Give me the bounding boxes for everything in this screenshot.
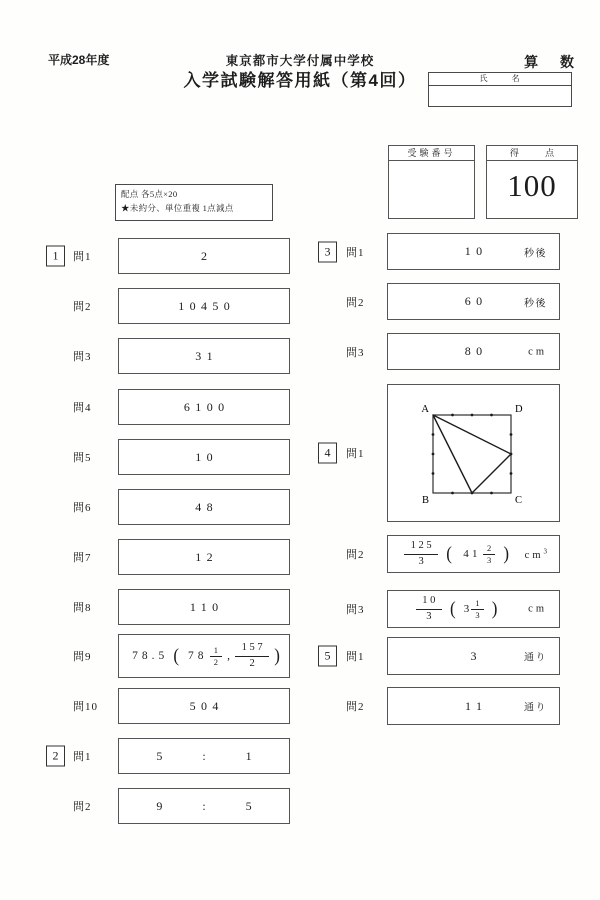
question-label: 問2 [346, 549, 365, 561]
answer-row-s1q7 [46, 539, 288, 575]
question-label: 問5 [73, 452, 92, 464]
answer-row-s4q3 [318, 590, 558, 628]
answer-box [118, 439, 290, 475]
open-paren: ( [173, 645, 180, 666]
question-label: 問2 [73, 301, 92, 313]
answer-value: 2 [200, 248, 213, 263]
fraction: $\frac{1}{3}$ [471, 599, 484, 620]
question-label: 問2 [73, 801, 92, 813]
question-label: 問1 [73, 251, 92, 263]
answer-box [387, 333, 560, 370]
answer-value: 110 [189, 599, 224, 614]
mixed-number: 78 $\frac{1}{2}$ [188, 644, 221, 667]
answer-value: 10450 [178, 298, 236, 313]
answer-box [118, 389, 290, 425]
answer-value: 80 [464, 344, 488, 358]
answer-value: 504 [189, 698, 224, 713]
square-figure [388, 384, 559, 522]
corner-label-a: A [421, 404, 429, 415]
name-box [428, 72, 572, 107]
answer-box [118, 539, 290, 575]
decimal-answer: 78.5 [132, 650, 169, 662]
answer-box [387, 233, 560, 270]
answer-unit: 秒後 [524, 248, 547, 259]
answer-row-s5q2 [318, 687, 558, 725]
open-paren: ( [446, 543, 452, 564]
answer-row-s1q9 [46, 634, 288, 678]
answer-row-s3q2 [318, 283, 558, 320]
question-label: 問1 [73, 751, 92, 763]
section-number-3: 3 [318, 241, 337, 262]
ratio-colon: : [202, 748, 206, 763]
section-number-2: 2 [46, 746, 65, 767]
triangle-answer [433, 415, 511, 493]
corner-label-d: D [515, 404, 523, 415]
subject-label: 算 数 [524, 54, 576, 70]
question-label: 問6 [73, 502, 92, 514]
section-number-4: 4 [318, 443, 337, 464]
answer-unit: cm [528, 346, 547, 357]
school-year: 平成28年度 [48, 53, 110, 67]
answer-value [404, 540, 543, 567]
answer-value [416, 595, 532, 622]
answer-value: 12 [195, 549, 219, 564]
answer-row-s1q6 [46, 489, 288, 525]
comma: , [227, 650, 230, 662]
page-title: 入学試験解答用紙（第4回） [183, 71, 417, 90]
close-paren: ) [274, 645, 280, 666]
answer-row-s2q1 [46, 738, 288, 774]
question-label: 問2 [346, 296, 365, 309]
question-label: 問3 [346, 604, 365, 616]
ratio-colon: : [202, 798, 206, 813]
answer-row-s1q10 [46, 688, 288, 724]
answer-row-s1q4 [46, 389, 288, 425]
section-number-1: 1 [46, 246, 65, 267]
examinee-number-label: 受験番号 [389, 146, 474, 161]
answer-unit: 通り [524, 652, 547, 664]
question-label: 問1 [346, 448, 365, 460]
answer-box [387, 687, 560, 725]
answer-unit: 通り [524, 702, 547, 714]
answer-box [118, 738, 290, 774]
school-name: 東京都市大学付属中学校 [225, 54, 375, 68]
answer-box [118, 634, 290, 678]
answer-row-s3q3 [318, 333, 558, 370]
answer-box [118, 489, 290, 525]
grid-dots [432, 414, 513, 495]
answer-unit: cm [528, 603, 547, 615]
question-label: 問3 [346, 346, 365, 359]
question-label: 問10 [73, 701, 98, 713]
fraction: $\frac{2}{3}$ [483, 544, 496, 565]
answer-value: 3 [470, 648, 482, 663]
answer-box [118, 238, 290, 274]
answer-row-s3q1 [318, 233, 558, 270]
answer-box [387, 637, 560, 675]
fraction: $\frac{125}{3}$ [404, 540, 438, 567]
question-label: 問1 [346, 246, 365, 259]
mixed-number: 3 $\frac{1}{3}$ [463, 597, 482, 620]
fraction: $\frac{1}{2}$ [210, 646, 223, 667]
answer-box [118, 288, 290, 324]
question-label: 問3 [73, 351, 92, 363]
grading-note-box [115, 184, 273, 221]
open-paren: ( [450, 598, 456, 619]
answer-box [118, 788, 290, 824]
question-label: 問2 [346, 701, 365, 713]
answer-row-s5q1 [318, 637, 558, 675]
answer-value: 10 [195, 449, 219, 464]
answer-value: 60 [464, 294, 488, 308]
answer-box [387, 535, 560, 573]
grading-note-line2: ★未約分、単位重複 1点減点 [121, 203, 234, 213]
grading-note-line1: 配点 各5点×20 [121, 189, 178, 199]
ratio-answer: 5 : 1 [156, 748, 252, 763]
answer-value: 48 [195, 499, 219, 514]
corner-label-b: B [421, 495, 429, 506]
answer-row-s1q1 [46, 238, 288, 274]
answer-box [118, 338, 290, 374]
close-paren: ) [491, 598, 498, 619]
question-label: 問9 [73, 651, 92, 663]
answer-row-s4q2 [318, 535, 558, 573]
answer-row-s1q8 [46, 589, 288, 625]
name-label: 氏 名 [429, 73, 571, 86]
answer-row-s2q2 [46, 788, 288, 824]
answer-unit: $cm^3$ [524, 547, 547, 561]
answer-box [118, 589, 290, 625]
answer-value [128, 642, 280, 669]
answer-box [118, 688, 290, 724]
answer-row-s1q3 [46, 338, 288, 374]
answer-row-s1q2 [46, 288, 288, 324]
close-paren: ) [503, 543, 509, 564]
answer-box [387, 590, 560, 628]
answer-value: 10 [464, 244, 488, 258]
mixed-number: 41 $\frac{2}{3}$ [463, 542, 494, 565]
corner-label-c: C [515, 495, 523, 506]
answer-value: 6100 [183, 399, 230, 414]
examinee-number-box [388, 145, 475, 219]
score-label: 得 点 [487, 146, 577, 161]
fraction: $\frac{10}{3}$ [416, 595, 442, 622]
section-number-5: 5 [318, 646, 337, 667]
answer-row-s1q5 [46, 439, 288, 475]
answer-unit: 秒後 [524, 298, 547, 309]
fraction: $\frac{157}{2}$ [235, 642, 269, 669]
figure-box [387, 384, 560, 522]
question-label: 問4 [73, 402, 92, 414]
score-value: 100 [507, 168, 557, 203]
answer-box [387, 283, 560, 320]
answer-row-s4q1 [318, 384, 558, 522]
ratio-answer: 9 : 5 [156, 798, 252, 813]
answer-value: 31 [195, 348, 219, 363]
answer-value: 11 [465, 698, 488, 713]
question-label: 問8 [73, 602, 92, 614]
question-label: 問7 [73, 552, 92, 564]
score-box [486, 145, 578, 219]
question-label: 問1 [346, 651, 365, 663]
